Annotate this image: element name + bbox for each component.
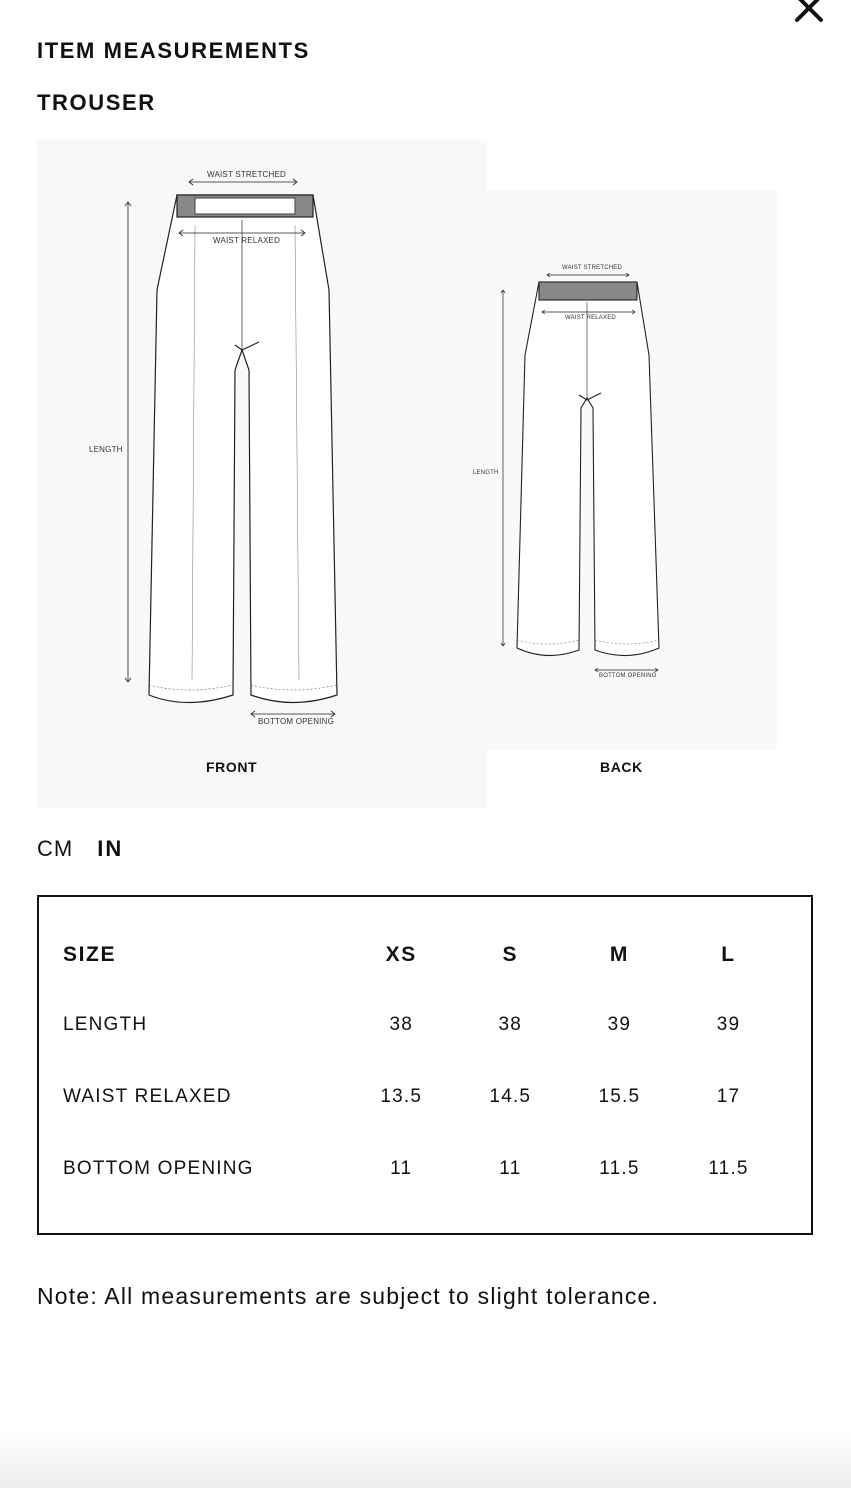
table-cell: 38 — [389, 1014, 413, 1035]
row-label-length: LENGTH — [63, 1014, 148, 1035]
measurement-diagram — [37, 140, 777, 808]
tolerance-note: Note: All measurements are subject to slight tolerance. — [37, 1283, 660, 1309]
back-bottom-opening-label: BOTTOM OPENING — [599, 673, 657, 679]
unit-option-in[interactable]: IN — [97, 836, 124, 861]
table-row — [63, 1133, 783, 1205]
front-bottom-opening-label: BOTTOM OPENING — [258, 717, 334, 726]
front-caption: FRONT — [206, 759, 258, 775]
table-cell: 11.5 — [708, 1158, 749, 1179]
product-type-title: TROUSER — [37, 90, 156, 115]
table-header-s: S — [502, 943, 519, 966]
table-row — [63, 989, 783, 1061]
front-waist-stretched-label: WAIST STRETCHED — [207, 170, 287, 179]
row-label-bottom-opening: BOTTOM OPENING — [63, 1158, 254, 1179]
table-cell: 14.5 — [489, 1086, 532, 1107]
table-cell: 11.5 — [599, 1158, 640, 1179]
size-table — [63, 921, 783, 1205]
modal-title: ITEM MEASUREMENTS — [37, 38, 310, 63]
table-cell: 11 — [499, 1158, 522, 1179]
table-cell: 17 — [716, 1086, 741, 1107]
table-header-m: M — [609, 943, 629, 966]
table-row — [63, 1061, 783, 1133]
unit-toggle — [37, 836, 123, 862]
table-cell: 11 — [390, 1158, 413, 1179]
trouser-illustration — [37, 140, 777, 808]
table-header-size: SIZE — [63, 943, 117, 966]
row-label-waist-relaxed: WAIST RELAXED — [63, 1086, 232, 1107]
table-cell: 15.5 — [598, 1086, 641, 1107]
close-icon[interactable] — [791, 0, 827, 26]
bottom-shadow — [0, 1428, 851, 1488]
table-cell: 39 — [607, 1014, 632, 1035]
back-length-label: LENGTH — [473, 470, 499, 476]
size-table-container — [37, 895, 813, 1235]
table-header-xs: XS — [385, 943, 417, 966]
table-cell: 39 — [716, 1014, 741, 1035]
back-waist-relaxed-label: WAIST RELAXED — [565, 315, 616, 321]
unit-option-cm[interactable]: CM — [37, 836, 74, 861]
back-caption: BACK — [600, 759, 643, 775]
front-length-label: LENGTH — [89, 445, 123, 454]
back-waist-stretched-label: WAIST STRETCHED — [562, 265, 623, 271]
table-cell: 13.5 — [380, 1086, 423, 1107]
table-header-l: L — [721, 943, 736, 966]
table-cell: 38 — [498, 1014, 523, 1035]
front-waist-relaxed-label: WAIST RELAXED — [213, 236, 281, 245]
table-header-row — [63, 921, 783, 989]
